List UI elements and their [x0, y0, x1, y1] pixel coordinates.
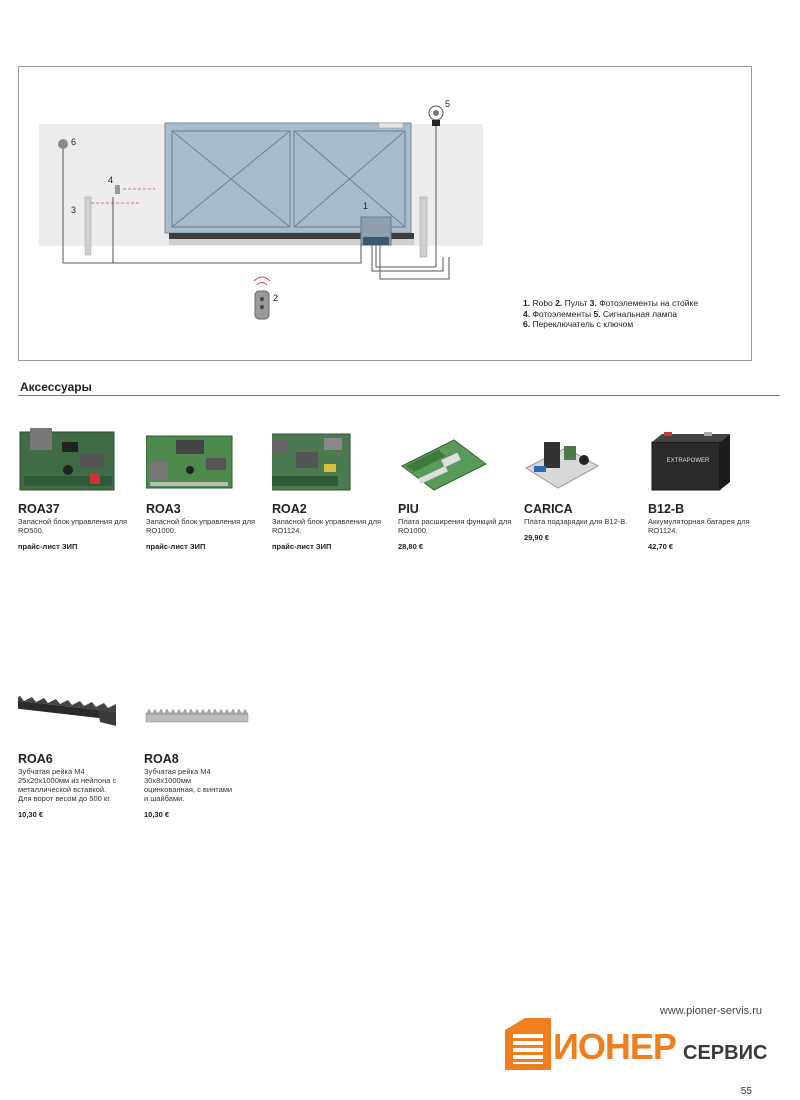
product-description: Зубчатая рейка М4 25х20х1000мм из нейлона с металлической вставкой. Для ворот весом до 500 кг.	[18, 767, 117, 803]
product-price: 42,70 €	[648, 542, 674, 551]
battery-brand-text: EXTRAPOWER	[666, 458, 710, 464]
diagram-legend	[523, 298, 698, 330]
steel-rack-icon	[144, 676, 262, 748]
product-card	[18, 426, 136, 551]
product-code: B12-B	[648, 502, 685, 516]
product-card	[398, 426, 516, 551]
product-code: ROA37	[18, 502, 60, 516]
photocell-post-left	[85, 197, 91, 255]
product-card	[146, 426, 264, 551]
callout-2: 2	[273, 293, 279, 303]
page-number: 55	[740, 1086, 752, 1097]
callout-4: 4	[108, 175, 114, 185]
product-price: 10,30 €	[144, 810, 170, 819]
product-card	[18, 676, 136, 819]
product-price: прайс-лист ЗИП	[18, 542, 78, 551]
product-code: ROA6	[18, 752, 53, 766]
callout-6: 6	[71, 137, 77, 147]
section-divider	[18, 395, 780, 396]
product-price: 29,90 €	[524, 533, 550, 542]
legend-line-1: 1. Robo 2. Пульт 3. Фотоэлементы на стойке	[523, 298, 699, 308]
callout-1: 1	[363, 201, 369, 211]
product-code: ROA3	[146, 502, 181, 516]
signal-lamp	[433, 110, 439, 116]
product-description: Запасной блок управления для RO500.	[18, 517, 128, 535]
legend-line-2: 4. Фотоэлементы 5. Сигнальная лампа	[523, 308, 677, 319]
product-card	[144, 676, 262, 819]
control-board-icon	[146, 426, 264, 498]
product-price: прайс-лист ЗИП	[272, 542, 332, 551]
product-price: 28,80 €	[398, 542, 424, 551]
key-switch	[58, 139, 68, 149]
product-code: ROA8	[144, 752, 179, 766]
product-code: PIU	[398, 502, 419, 516]
product-code: ROA2	[272, 502, 307, 516]
legend-line-3: 6. Переключатель с ключом	[523, 319, 634, 329]
pioner-servis-logo	[505, 1008, 775, 1072]
callout-3: 3	[71, 205, 77, 215]
control-board-icon	[18, 426, 136, 498]
wall-photocell	[115, 185, 120, 194]
product-description: Плата подзарядки для B12-B.	[524, 517, 628, 526]
product-description: Плата расширения функций для RO1000.	[398, 517, 512, 535]
product-description: Аккумуляторная батарея для RO1124.	[648, 517, 750, 535]
section-title: Аксессуары	[20, 380, 92, 394]
product-card	[272, 426, 390, 551]
product-card	[524, 426, 642, 542]
photocell-post-right	[420, 197, 427, 257]
product-price: прайс-лист ЗИП	[146, 542, 206, 551]
website-url[interactable]: www.pioner-servis.ru	[659, 1005, 762, 1017]
nylon-rack-icon	[18, 676, 136, 748]
callout-5: 5	[445, 99, 451, 109]
product-price: 10,30 €	[18, 810, 44, 819]
expansion-board-icon	[398, 426, 516, 498]
logo-sub-text: СЕРВИС	[683, 1042, 768, 1064]
battery-icon	[648, 426, 766, 498]
product-code: CARICA	[524, 502, 573, 516]
product-description: Зубчатая рейка М4 30х8х1000мм оцинкованная, с винтами и шайбами.	[144, 767, 233, 803]
logo-main-text: ИОНЕР	[553, 1026, 676, 1067]
control-board-icon	[272, 426, 390, 498]
product-description: Запасной блок управления для RO1124.	[272, 517, 382, 535]
charger-board-icon	[524, 426, 642, 498]
product-card	[648, 426, 766, 551]
product-description: Запасной блок управления для RO1000.	[146, 517, 256, 535]
